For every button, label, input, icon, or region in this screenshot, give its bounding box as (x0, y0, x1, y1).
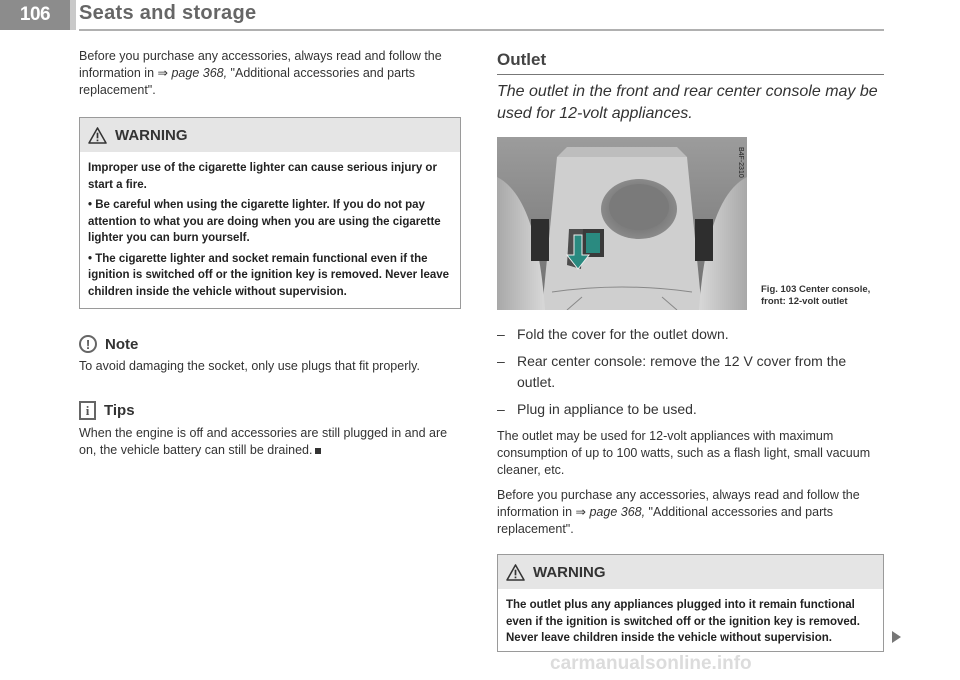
watermark: carmanualsonline.info (550, 653, 752, 674)
continue-arrow-icon (892, 631, 901, 643)
figure-code: B4F-2310 (737, 147, 744, 178)
warning-paragraph: Improper use of the cigarette lighter can cause serious injury or start a fire. (88, 162, 437, 191)
list-item: – Rear center console: remove the 12 V cover from the outlet. (497, 351, 884, 393)
section-rule (497, 74, 884, 75)
warning-box (79, 117, 461, 309)
warning-paragraph: • The cigarette lighter and socket remain functional even if the ignition is switched off or the ignition key is removed. Never leave children inside the vehicle without supervision. (88, 252, 450, 298)
tips-text: When the engine is off and accessories are still plugged in and are on, the vehicle battery can still be drained. (79, 426, 448, 457)
instruction-steps (497, 324, 884, 420)
figure-caption: Fig. 103 Center console, front: 12-volt outlet (761, 284, 871, 307)
warning-header (498, 555, 883, 589)
tips-paragraph (79, 425, 461, 459)
note-text: To avoid damaging the socket, only use plugs that fit properly. (79, 359, 420, 373)
left-column (79, 48, 461, 467)
page-reference-link[interactable]: ⇒ page 368, (575, 505, 646, 519)
end-of-section-icon (315, 448, 321, 454)
tips-heading (79, 401, 461, 420)
warning-body (80, 152, 460, 308)
warning-label: WARNING (533, 563, 606, 581)
header-rule (79, 29, 884, 31)
chapter-title: Seats and storage (79, 2, 257, 24)
warning-header (80, 118, 460, 152)
accessories-paragraph: Before you purchase any accessories, always read and follow the information in ⇒ page 368, "Additional accessories and parts replacement". (497, 488, 860, 536)
note-label: Note (105, 335, 139, 353)
figure-row (497, 137, 884, 310)
tips-info-icon: i (79, 401, 96, 420)
intro-paragraph: Before you purchase any accessories, always read and follow the information in ⇒ page 368, "Additional accessories and parts replacement". (79, 49, 442, 97)
note-exclamation-icon: ! (79, 335, 97, 353)
note-heading (79, 335, 461, 353)
warning-label: WARNING (115, 126, 188, 144)
tips-label: Tips (104, 402, 135, 419)
warning-triangle-icon (88, 127, 107, 144)
right-column (497, 48, 884, 652)
section-title: Outlet (497, 50, 547, 69)
list-item: – Plug in appliance to be used. (497, 399, 884, 420)
warning-body: The outlet plus any appliances plugged into it remain functional even if the ignition is switched off or the ignition key is removed. Never leave children inside the vehicle without supervision. (506, 599, 860, 644)
outlet-usage-paragraph: The outlet may be used for 12-volt appliances with maximum consumption of up to 100 watts, such as a flash light, small vacuum cleaner, etc. (497, 429, 871, 477)
page-reference-link[interactable]: ⇒ page 368, (157, 66, 228, 80)
warning-box (497, 554, 884, 652)
warning-paragraph: • Be careful when using the cigarette lighter. If you do not pay attention to what you are doing when you are using the cigarette lighter you can burn yourself. (88, 199, 441, 244)
warning-triangle-icon (506, 564, 525, 581)
page-number: 106 (0, 0, 70, 30)
section-lead: The outlet in the front and rear center console may be used for 12-volt appliances. (497, 83, 878, 122)
list-item: – Fold the cover for the outlet down. (497, 324, 884, 345)
center-console-figure (497, 137, 747, 310)
